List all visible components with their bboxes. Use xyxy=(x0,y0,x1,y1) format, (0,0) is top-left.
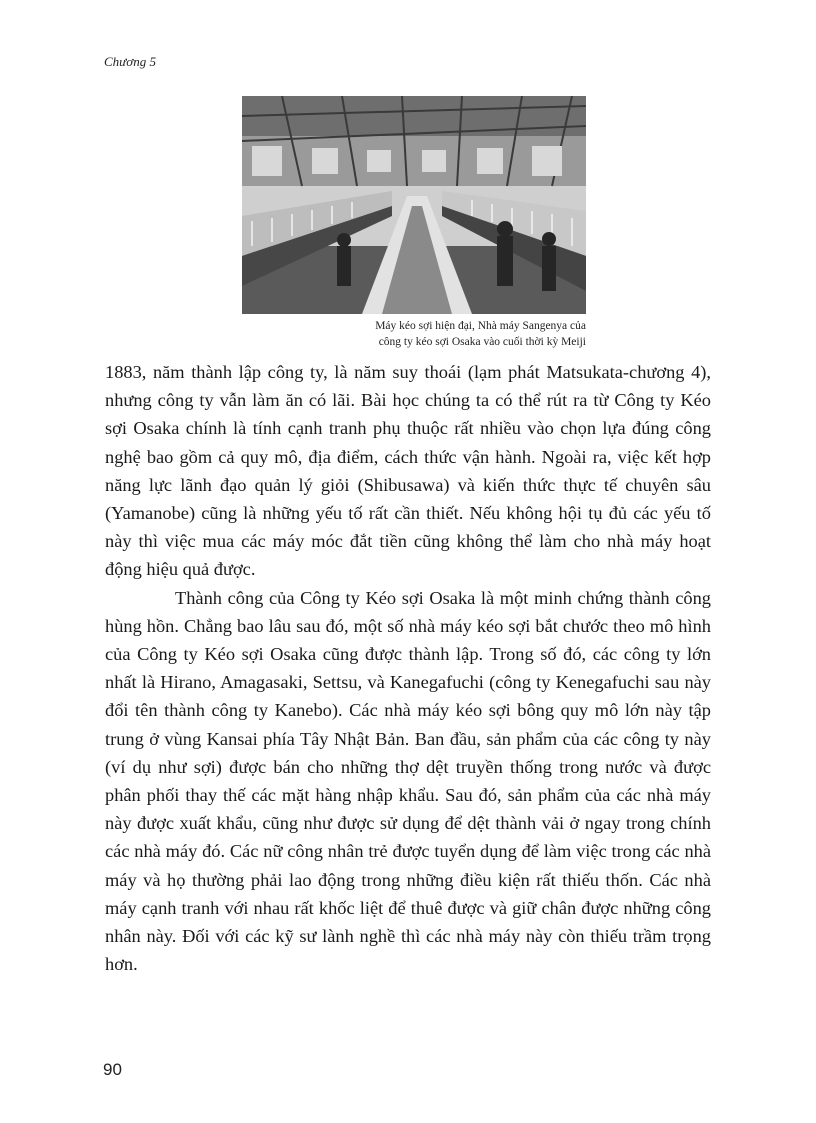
factory-photo xyxy=(242,96,586,314)
paragraph-1: 1883, năm thành lập công ty, là năm suy thoái (lạm phát Matsukata-chương 4), nhưng công ty vẫn làm ăn có lãi. Bài học chúng ta có thể rút ra từ Công ty Kéo sợi Osaka chính là tính cạnh tranh phụ thuộc rất nhiều vào chọn lựa đúng công nghệ bao gồm cả quy mô, địa điểm, cách thức vận hành. Ngoài ra, việc kết hợp năng lực lãnh đạo quản lý giỏi (Shibusawa) và kiến thức thực tế chuyên sâu (Yamanobe) cũng là những yếu tố rất cần thiết. Nếu không hội tụ đủ các yếu tố này thì việc mua các máy móc đắt tiền cũng không thể làm cho nhà máy hoạt động hiệu quả được. xyxy=(105,362,711,580)
page-number: 90 xyxy=(103,1060,122,1079)
caption-line-2: công ty kéo sợi Osaka vào cuối thời kỳ Meiji xyxy=(378,336,586,348)
running-head: Chương 5 xyxy=(104,54,156,69)
paragraph-2: Thành công của Công ty Kéo sợi Osaka là một minh chứng thành công hùng hồn. Chẳng bao lâu sau đó, một số nhà máy kéo sợi bắt chước theo mô hình của Công ty Kéo sợi Osaka cũng được thành lập. Trong số đó, các công ty lớn nhất là Hirano, Amagasaki, Settsu, và Kanegafuchi (công ty Kenegafuchi sau này đổi tên thành công ty Kanebo). Các nhà máy kéo sợi bông quy mô lớn này tập trung ở vùng Kansai phía Tây Nhật Bản. Ban đầu, sản phẩm của các công ty này (ví dụ như sợi) được bán cho những thợ dệt truyền thống trong nước và được phân phối thay thế các mặt hàng nhập khẩu. Sau đó, sản phẩm của các nhà máy này được xuất khẩu, cũng như được sử dụng để dệt thành vải ở ngay trong chính các nhà máy đó. Các nữ công nhân trẻ được tuyển dụng để làm việc trong các nhà máy và họ thường phải lao động trong những điều kiện rất thiếu thốn. Các nhà máy cạnh tranh với nhau rất khốc liệt để thuê được và giữ chân được những công nhân này. Đối với các kỹ sư lành nghề thì các nhà máy này còn thiếu trầm trọng hơn. xyxy=(105,587,711,975)
figure-caption xyxy=(242,318,586,350)
caption-line-1: Máy kéo sợi hiện đại, Nhà máy Sangenya của xyxy=(375,320,586,332)
body-text xyxy=(105,358,711,978)
